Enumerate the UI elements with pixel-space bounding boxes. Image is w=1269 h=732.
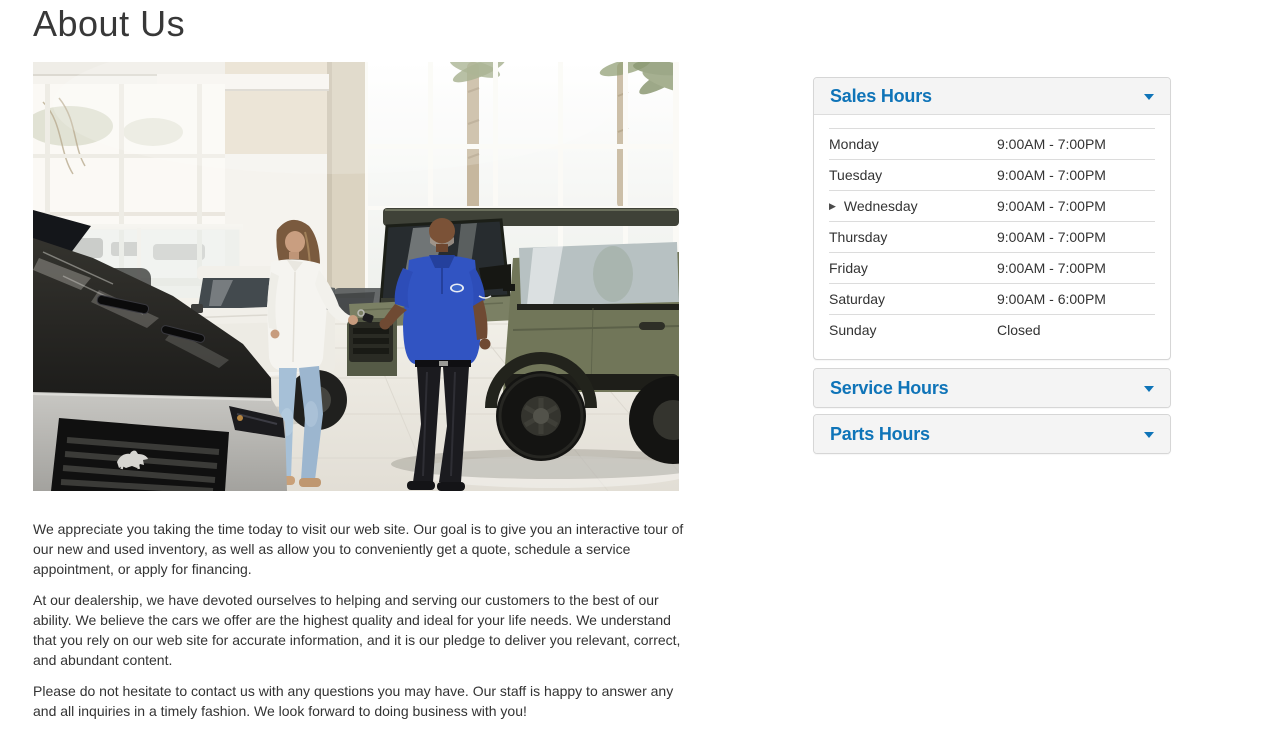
service-hours-header[interactable] [814, 369, 1170, 407]
hours-value: Closed [997, 322, 1041, 338]
parts-hours-header[interactable] [814, 415, 1170, 453]
caret-down-icon [1144, 94, 1154, 100]
caret-down-icon [1144, 432, 1154, 438]
hours-value: 9:00AM - 6:00PM [997, 291, 1106, 307]
day-cell [829, 322, 997, 338]
hours-row [829, 221, 1155, 252]
day-label: Tuesday [829, 167, 883, 183]
sales-hours-title: Sales Hours [830, 85, 932, 106]
sales-hours-panel [813, 77, 1171, 360]
hours-row [829, 283, 1155, 314]
day-cell [829, 229, 997, 245]
about-paragraph: At our dealership, we have devoted ourselves to helping and serving our customers to the best of our ability. We believe the cars we offer are the highest quality and ideal for your life needs. We understand that you rely on our web site for accurate information, and it is our pledge to deliver you relevant, correct, and abundant content. [33, 592, 681, 668]
door-handle [639, 322, 665, 330]
showroom-illustration [33, 62, 679, 491]
day-cell [829, 291, 997, 307]
parts-hours-title: Parts Hours [830, 423, 930, 444]
hours-value: 9:00AM - 7:00PM [997, 198, 1106, 214]
day-label: Monday [829, 136, 879, 152]
day-cell [829, 167, 997, 183]
hours-row [829, 314, 1155, 345]
sales-hours-rows [829, 128, 1155, 345]
hours-value: 9:00AM - 7:00PM [997, 136, 1106, 152]
sales-hours-table [814, 115, 1170, 359]
service-hours-panel [813, 368, 1171, 408]
current-day-arrow-icon: ▶ [829, 200, 836, 211]
caret-down-icon [1144, 386, 1154, 392]
woman-face [285, 231, 305, 253]
sales-hours-header[interactable] [814, 78, 1170, 115]
hours-value: 9:00AM - 7:00PM [997, 167, 1106, 183]
hours-row [829, 128, 1155, 159]
hours-row [829, 159, 1155, 190]
day-label: Saturday [829, 291, 886, 307]
day-label: Friday [829, 260, 868, 276]
hours-row [829, 190, 1155, 221]
day-label: Thursday [829, 229, 888, 245]
day-cell [829, 136, 997, 152]
showroom-photo [33, 62, 679, 491]
hours-value: 9:00AM - 7:00PM [997, 229, 1106, 245]
day-cell [829, 260, 997, 276]
day-cell [829, 198, 997, 214]
day-label: Wednesday [843, 198, 918, 214]
hours-row [829, 252, 1155, 283]
parts-hours-panel [813, 414, 1171, 454]
hours-sidebar [813, 77, 1171, 454]
about-text [33, 519, 693, 721]
hours-value: 9:00AM - 7:00PM [997, 260, 1106, 276]
service-hours-title: Service Hours [830, 377, 949, 398]
main-content [33, 0, 684, 732]
about-paragraph: We appreciate you taking the time today to visit our web site. Our goal is to give you an interactive tour of our new and used inventory, as well as allow you to conveniently get a quote, schedule a service appointment, or apply for financing. [33, 521, 684, 577]
page-title: About Us [33, 3, 186, 44]
about-paragraph: Please do not hesitate to contact us with any questions you may have. Our staff is happy to answer any and all inquiries in a timely fashion. We look forward to doing business with you! [33, 683, 674, 719]
day-label: Sunday [829, 322, 877, 338]
